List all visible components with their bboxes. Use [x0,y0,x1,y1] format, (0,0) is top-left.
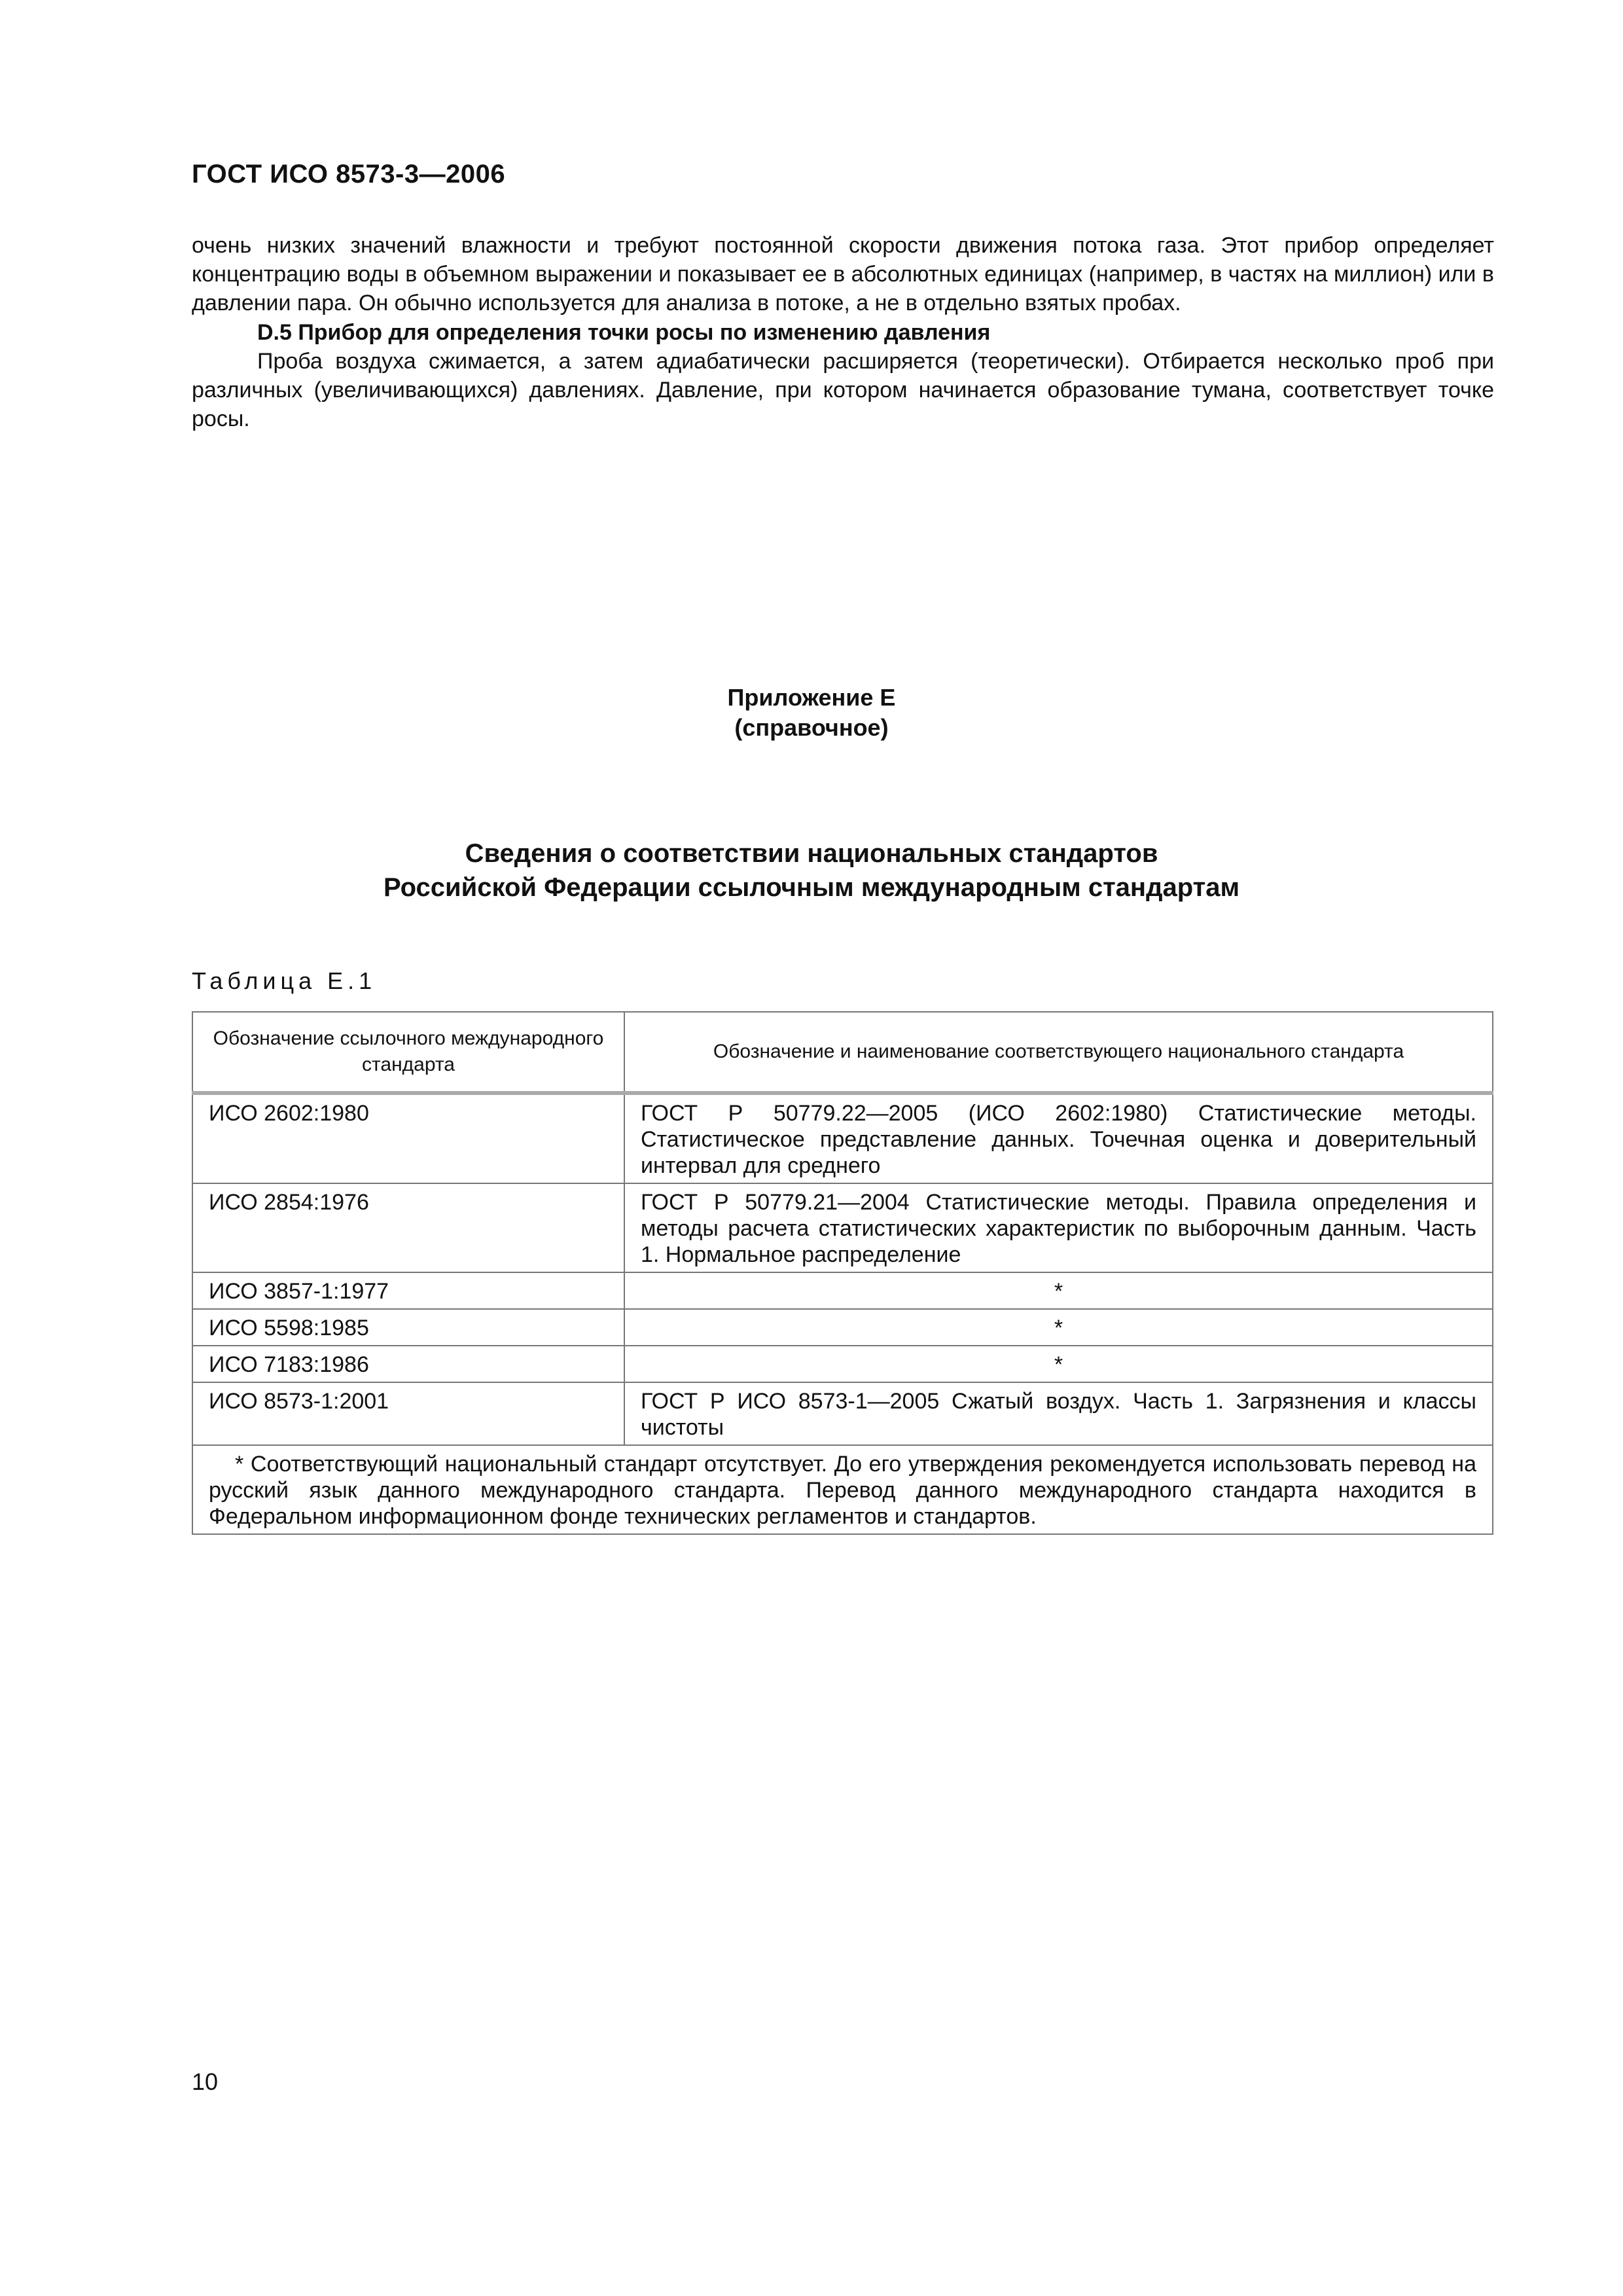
table-row [192,1272,1493,1309]
annex-title: Приложение Е [727,684,896,711]
paragraph-dew-point-pressure: Проба воздуха сжимается, а затем адиабатически расширяется (теоретически). Отбирается несколько проб при различных (увеличивающихся) давлениях. Давление, при котором начинается образование тумана, соответствует точке росы. [192,349,1494,431]
cell-national-standard-absent: * [624,1309,1493,1346]
document-code-header: ГОСТ ИСО 8573-3—2006 [192,160,506,188]
annex-kind: (справочное) [734,714,889,741]
section-heading-d5: D.5 Прибор для определения точки росы по изменению давления [257,320,991,345]
cell-national-standard: ГОСТ Р 50779.22—2005 (ИСО 2602:1980) Статистические методы. Статистическое представление данных. Точечная оценка и доверительный интервал для среднего [624,1093,1493,1183]
cell-international-standard: ИСО 3857-1:1977 [192,1272,624,1309]
cell-international-standard: ИСО 7183:1986 [192,1346,624,1382]
header-national-standard: Обозначение и наименование соответствующего национального стандарта [624,1012,1493,1093]
table-row [192,1309,1493,1346]
standards-correspondence-table [192,1011,1492,1535]
annex-heading-line-2: Российской Федерации ссылочным международным стандартам [383,873,1240,902]
cell-international-standard: ИСО 5598:1985 [192,1309,624,1346]
annex-heading-line-1: Сведения о соответствии национальных стандартов [465,839,1158,868]
table-row [192,1093,1493,1183]
page-number: 10 [192,2068,219,2095]
cell-national-standard-absent: * [624,1272,1493,1309]
table-row [192,1346,1493,1382]
table-footnote-row [192,1445,1493,1534]
table-row [192,1183,1493,1272]
cell-international-standard: ИСО 8573-1:2001 [192,1382,624,1445]
table-footnote: * Соответствующий национальный стандарт отсутствует. До его утверждения рекомендуется использовать перевод на русский язык данного международного стандарта. Перевод данного международного стандарта находится в Федеральном информационном фонде технических регламентов и стандартов. [192,1445,1493,1534]
cell-national-standard-absent: * [624,1346,1493,1382]
table-header-row [192,1012,1493,1093]
cell-international-standard: ИСО 2854:1976 [192,1183,624,1272]
table-row [192,1382,1493,1445]
paragraph-humidity-instrument: очень низких значений влажности и требуют постоянной скорости движения потока газа. Этот прибор определяет концентрацию воды в объемном выражении и показывает ее в абсолютных единицах (например, в частях на миллион) или в давлении пара. Он обычно используется для анализа в потоке, а не в отдельно взятых пробах. [192,233,1494,315]
cell-national-standard: ГОСТ Р ИСО 8573-1—2005 Сжатый воздух. Часть 1. Загрязнения и классы чистоты [624,1382,1493,1445]
table-caption: Таблица Е.1 [192,967,377,994]
cell-international-standard: ИСО 2602:1980 [192,1093,624,1183]
cell-national-standard: ГОСТ Р 50779.21—2004 Статистические методы. Правила определения и методы расчета статистических характеристик по выборочным данным. Часть 1. Нормальное распределение [624,1183,1493,1272]
header-international-standard: Обозначение ссылочного международного стандарта [192,1012,624,1093]
